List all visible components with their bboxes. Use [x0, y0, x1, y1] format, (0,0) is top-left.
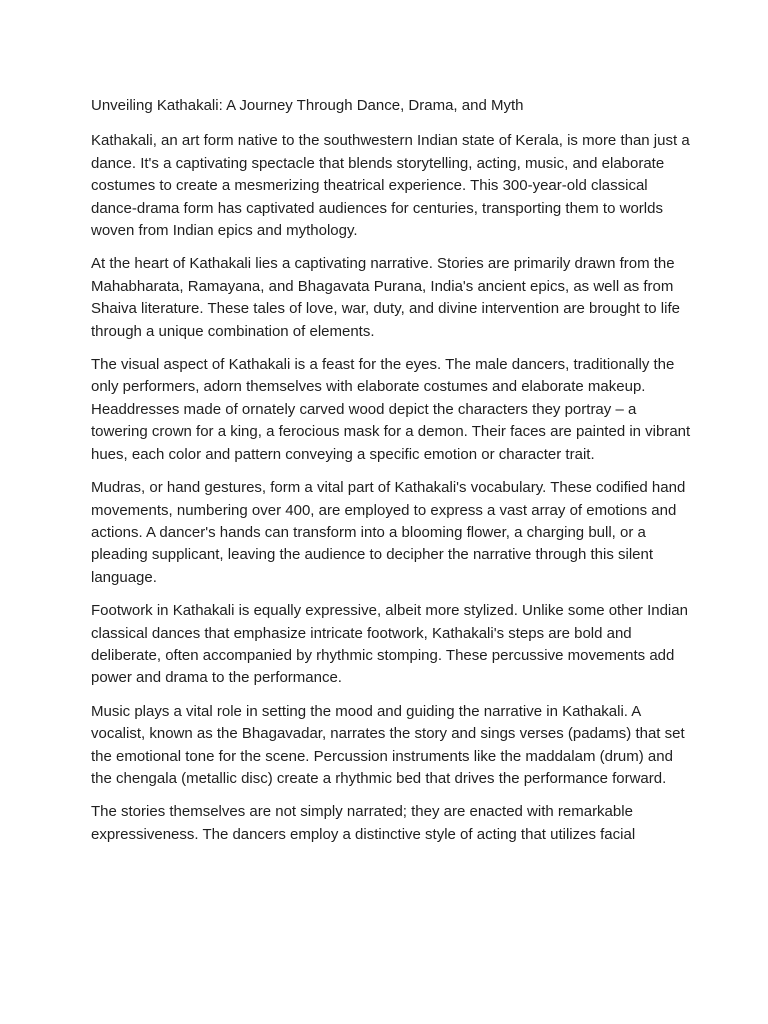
paragraph-acting: The stories themselves are not simply narrated; they are enacted with remarkable expressiveness. The dancers employ a distinctive style of acting that utilizes facial — [91, 803, 636, 843]
paragraph-music: Music plays a vital role in setting the mood and guiding the narrative in Kathakali. A vocalist, known as the Bhagavadar, narrates the story and sings verses (padams) that set the emotional tone for the scene. Percussion instruments like the maddalam (drum) and the chengala (metallic disc) create a rhythmic bed that drives the performance forward. — [91, 702, 685, 787]
document-title: Unveiling Kathakali: A Journey Through Dance, Drama, and Myth — [91, 97, 524, 114]
document-body — [91, 95, 691, 857]
paragraph-footwork: Footwork in Kathakali is equally expressive, albeit more stylized. Unlike some other Indian classical dances that emphasize intricate footwork, Kathakali's steps are bold and deliberate, often accompanied by rhythmic stomping. These percussive movements add power and drama to the performance. — [91, 602, 688, 687]
paragraph-mudras: Mudras, or hand gestures, form a vital part of Kathakali's vocabulary. These codified hand movements, numbering over 400, are employed to express a vast array of emotions and actions. A dancer's hands can transform into a blooming flower, a charging bull, or a pleading supplicant, leaving the audience to decipher the narrative through this silent language. — [91, 479, 686, 586]
paragraph-intro: Kathakali, an art form native to the southwestern Indian state of Kerala, is more than just a dance. It's a captivating spectacle that blends storytelling, acting, music, and elaborate costumes to create a mesmerizing theatrical experience. This 300-year-old classical dance-drama form has captivated audiences for centuries, transporting them to worlds woven from Indian epics and mythology. — [91, 132, 690, 240]
paragraph-visual-aspect: The visual aspect of Kathakali is a feast for the eyes. The male dancers, traditionally the only performers, adorn themselves with elaborate costumes and elaborate makeup. Headdresses made of ornately carved wood depict the characters they portray – a towering crown for a king, a ferocious mask for a demon. Their faces are painted in vibrant hues, each color and pattern conveying a specific emotion or character trait. — [91, 356, 691, 463]
paragraph-narrative: At the heart of Kathakali lies a captivating narrative. Stories are primarily drawn from the Mahabharata, Ramayana, and Bhagavata Purana, India's ancient epics, as well as from Shaiva literature. These tales of love, war, duty, and divine intervention are brought to life through a unique combination of elements. — [91, 255, 680, 340]
